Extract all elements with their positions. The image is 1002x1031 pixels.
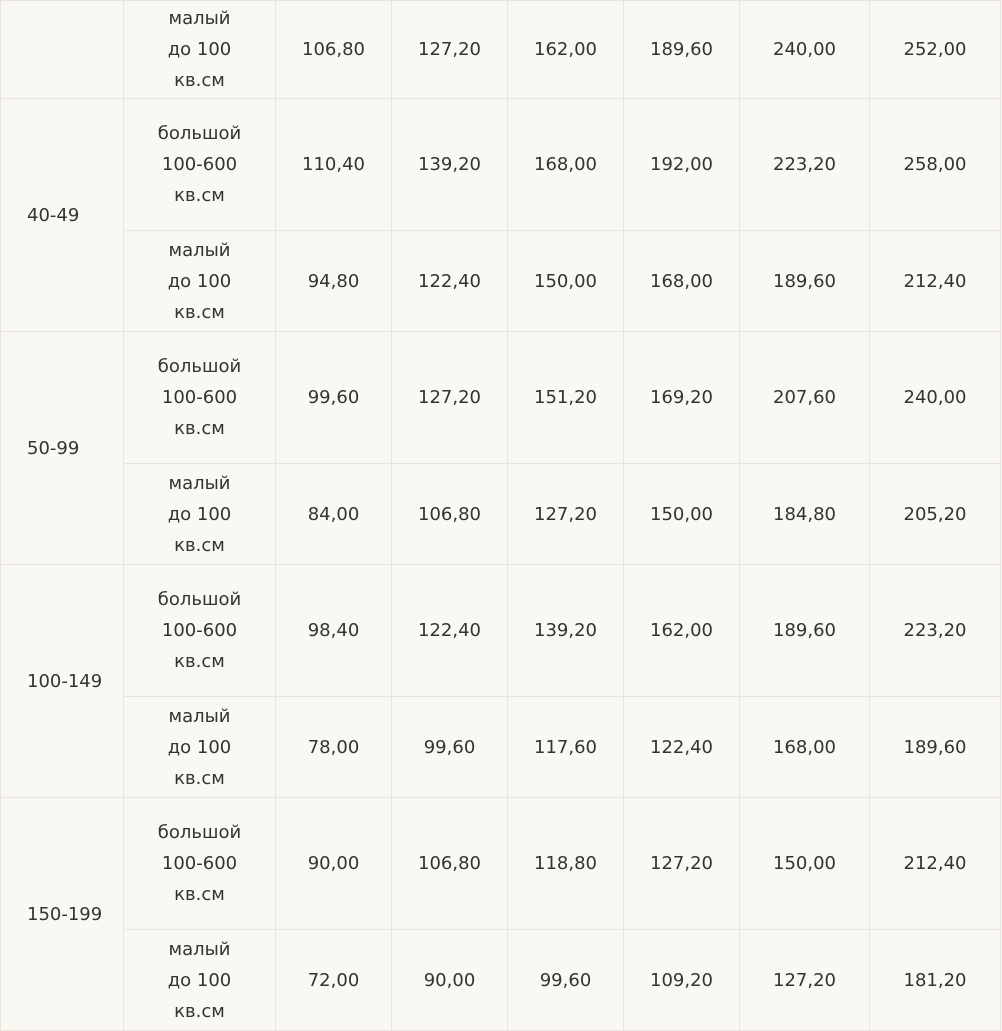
- table-row: [1, 697, 1001, 798]
- quantity-cell: 150-199: [1, 798, 124, 1031]
- price-cell: 90,00: [276, 798, 392, 930]
- price-cell: 150,00: [508, 231, 624, 332]
- price-cell: 122,40: [624, 697, 740, 798]
- price-cell: 109,20: [624, 930, 740, 1031]
- price-cell: 122,40: [392, 231, 508, 332]
- price-cell: 212,40: [870, 798, 1001, 930]
- quantity-cell: 100-149: [1, 565, 124, 798]
- price-cell: 117,60: [508, 697, 624, 798]
- price-cell: 151,20: [508, 332, 624, 464]
- price-cell: 127,20: [624, 798, 740, 930]
- price-cell: 99,60: [276, 332, 392, 464]
- price-cell: 223,20: [740, 99, 870, 231]
- price-cell: 90,00: [392, 930, 508, 1031]
- quantity-cell: 40-49: [1, 99, 124, 332]
- price-cell: 212,40: [870, 231, 1001, 332]
- price-cell: 168,00: [740, 697, 870, 798]
- quantity-cell: 50-99: [1, 332, 124, 565]
- price-cell: 99,60: [392, 697, 508, 798]
- price-cell: 122,40: [392, 565, 508, 697]
- size-cell: малый до 100 кв.см: [124, 697, 276, 798]
- price-cell: 240,00: [870, 332, 1001, 464]
- table-row: [1, 930, 1001, 1031]
- price-cell: 223,20: [870, 565, 1001, 697]
- price-cell: 106,80: [392, 798, 508, 930]
- price-cell: 139,20: [508, 565, 624, 697]
- price-cell: 127,20: [392, 1, 508, 99]
- size-cell: малый до 100 кв.см: [124, 464, 276, 565]
- quantity-cell: [1, 1, 124, 99]
- price-cell: 252,00: [870, 1, 1001, 99]
- table-row: [1, 565, 1001, 697]
- price-cell: 168,00: [508, 99, 624, 231]
- price-cell: 110,40: [276, 99, 392, 231]
- price-cell: 240,00: [740, 1, 870, 99]
- price-cell: 72,00: [276, 930, 392, 1031]
- price-cell: 84,00: [276, 464, 392, 565]
- price-cell: 106,80: [392, 464, 508, 565]
- price-cell: 181,20: [870, 930, 1001, 1031]
- price-cell: 127,20: [740, 930, 870, 1031]
- size-cell: большой 100-600 кв.см: [124, 99, 276, 231]
- price-cell: 118,80: [508, 798, 624, 930]
- price-cell: 189,60: [624, 1, 740, 99]
- price-cell: 184,80: [740, 464, 870, 565]
- table-row: [1, 99, 1001, 231]
- table-row: [1, 798, 1001, 930]
- price-cell: 150,00: [624, 464, 740, 565]
- price-cell: 99,60: [508, 930, 624, 1031]
- price-cell: 189,60: [740, 565, 870, 697]
- size-cell: малый до 100 кв.см: [124, 930, 276, 1031]
- price-cell: 127,20: [392, 332, 508, 464]
- price-cell: 98,40: [276, 565, 392, 697]
- price-cell: 94,80: [276, 231, 392, 332]
- size-cell: большой 100-600 кв.см: [124, 798, 276, 930]
- price-cell: 258,00: [870, 99, 1001, 231]
- price-cell: 207,60: [740, 332, 870, 464]
- price-cell: 205,20: [870, 464, 1001, 565]
- price-cell: 192,00: [624, 99, 740, 231]
- table-row: [1, 332, 1001, 464]
- price-cell: 168,00: [624, 231, 740, 332]
- price-cell: 78,00: [276, 697, 392, 798]
- price-cell: 189,60: [740, 231, 870, 332]
- size-cell: большой 100-600 кв.см: [124, 565, 276, 697]
- price-cell: 139,20: [392, 99, 508, 231]
- size-cell: малый до 100 кв.см: [124, 1, 276, 99]
- table-row: [1, 464, 1001, 565]
- price-cell: 150,00: [740, 798, 870, 930]
- size-cell: малый до 100 кв.см: [124, 231, 276, 332]
- price-cell: 162,00: [624, 565, 740, 697]
- price-cell: 169,20: [624, 332, 740, 464]
- price-cell: 106,80: [276, 1, 392, 99]
- table-row: [1, 231, 1001, 332]
- price-cell: 189,60: [870, 697, 1001, 798]
- price-cell: 127,20: [508, 464, 624, 565]
- size-cell: большой 100-600 кв.см: [124, 332, 276, 464]
- price-cell: 162,00: [508, 1, 624, 99]
- table-row: [1, 1, 1001, 99]
